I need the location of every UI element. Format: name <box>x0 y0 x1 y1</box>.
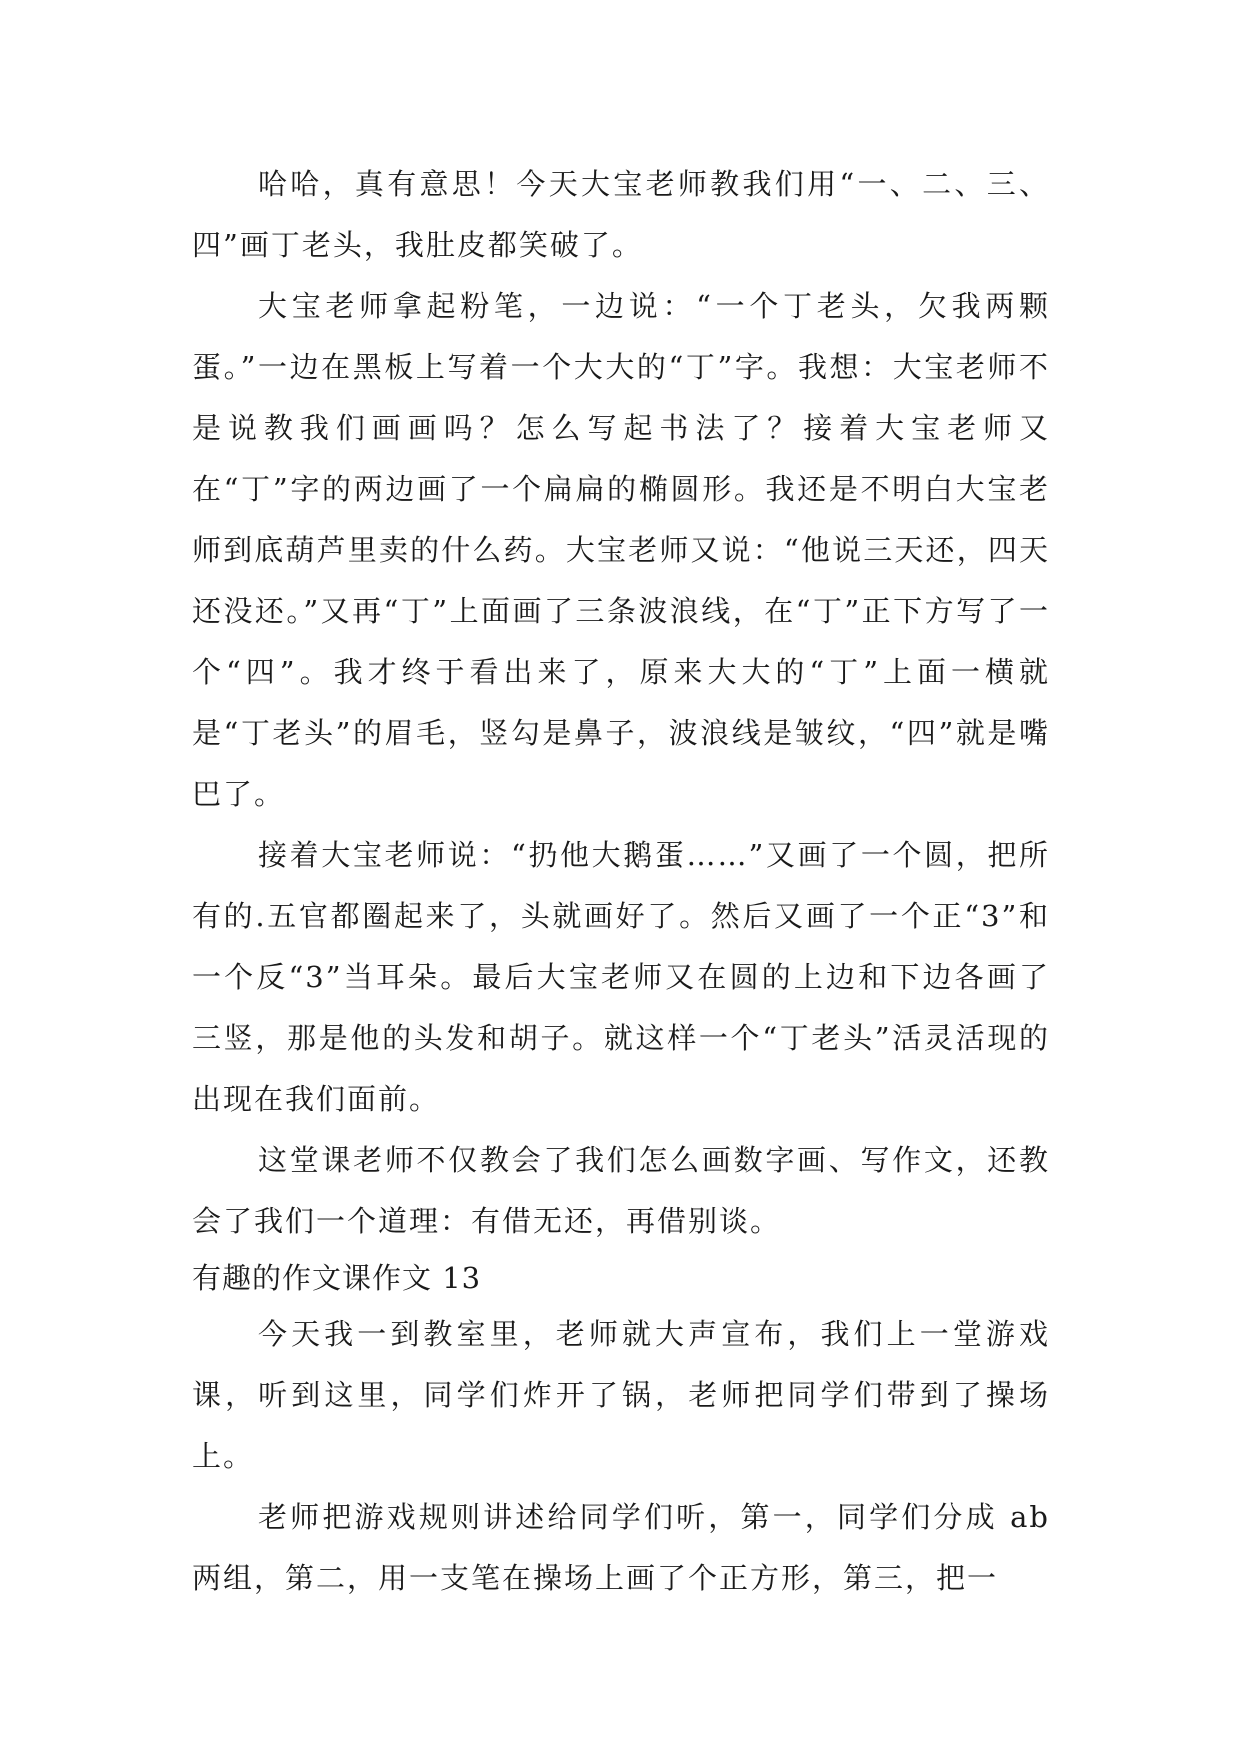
paragraph-5: 今天我一到教室里，老师就大声宣布，我们上一堂游戏课，听到这里，同学们炸开了锅，老师把同学们带到了操场上。 <box>192 1317 1050 1473</box>
paragraph-2: 大宝老师拿起粉笔，一边说：“一个丁老头，欠我两颗蛋。”一边在黑板上写着一个大大的“丁”字。我想：大宝老师不是说教我们画画吗？怎么写起书法了？接着大宝老师又在“丁”字的两边画了一个扁扁的椭圆形。我还是不明白大宝老师到底葫芦里卖的什么药。大宝老师又说：“他说三天还，四天还没还。”又再“丁”上面画了三条波浪线，在“丁”正下方写了一个“四”。我才终于看出来了，原来大大的“丁”上面一横就是“丁老头”的眉毛，竖勾是鼻子，波浪线是皱纹，“四”就是嘴巴了。 <box>192 289 1050 811</box>
paragraph-1: 哈哈，真有意思！今天大宝老师教我们用“一、二、三、四”画丁老头，我肚皮都笑破了。 <box>192 167 1050 262</box>
paragraph-6: 老师把游戏规则讲述给同学们听，第一，同学们分成 ab 两组，第二，用一支笔在操场上画了个正方形，第三，把一 <box>192 1500 1050 1595</box>
paragraph-3: 接着大宝老师说：“扔他大鹅蛋……”又画了一个圆，把所有的.五官都圈起来了，头就画好了。然后又画了一个正“3”和一个反“3”当耳朵。最后大宝老师又在圆的上边和下边各画了三竖，那是他的头发和胡子。就这样一个“丁老头”活灵活现的出现在我们面前。 <box>192 838 1050 1116</box>
document-page <box>192 154 1050 1609</box>
paragraph-4: 这堂课老师不仅教会了我们怎么画数字画、写作文，还教会了我们一个道理：有借无还，再借别谈。 <box>192 1143 1050 1238</box>
section-title: 有趣的作文课作文 13 <box>192 1261 482 1295</box>
